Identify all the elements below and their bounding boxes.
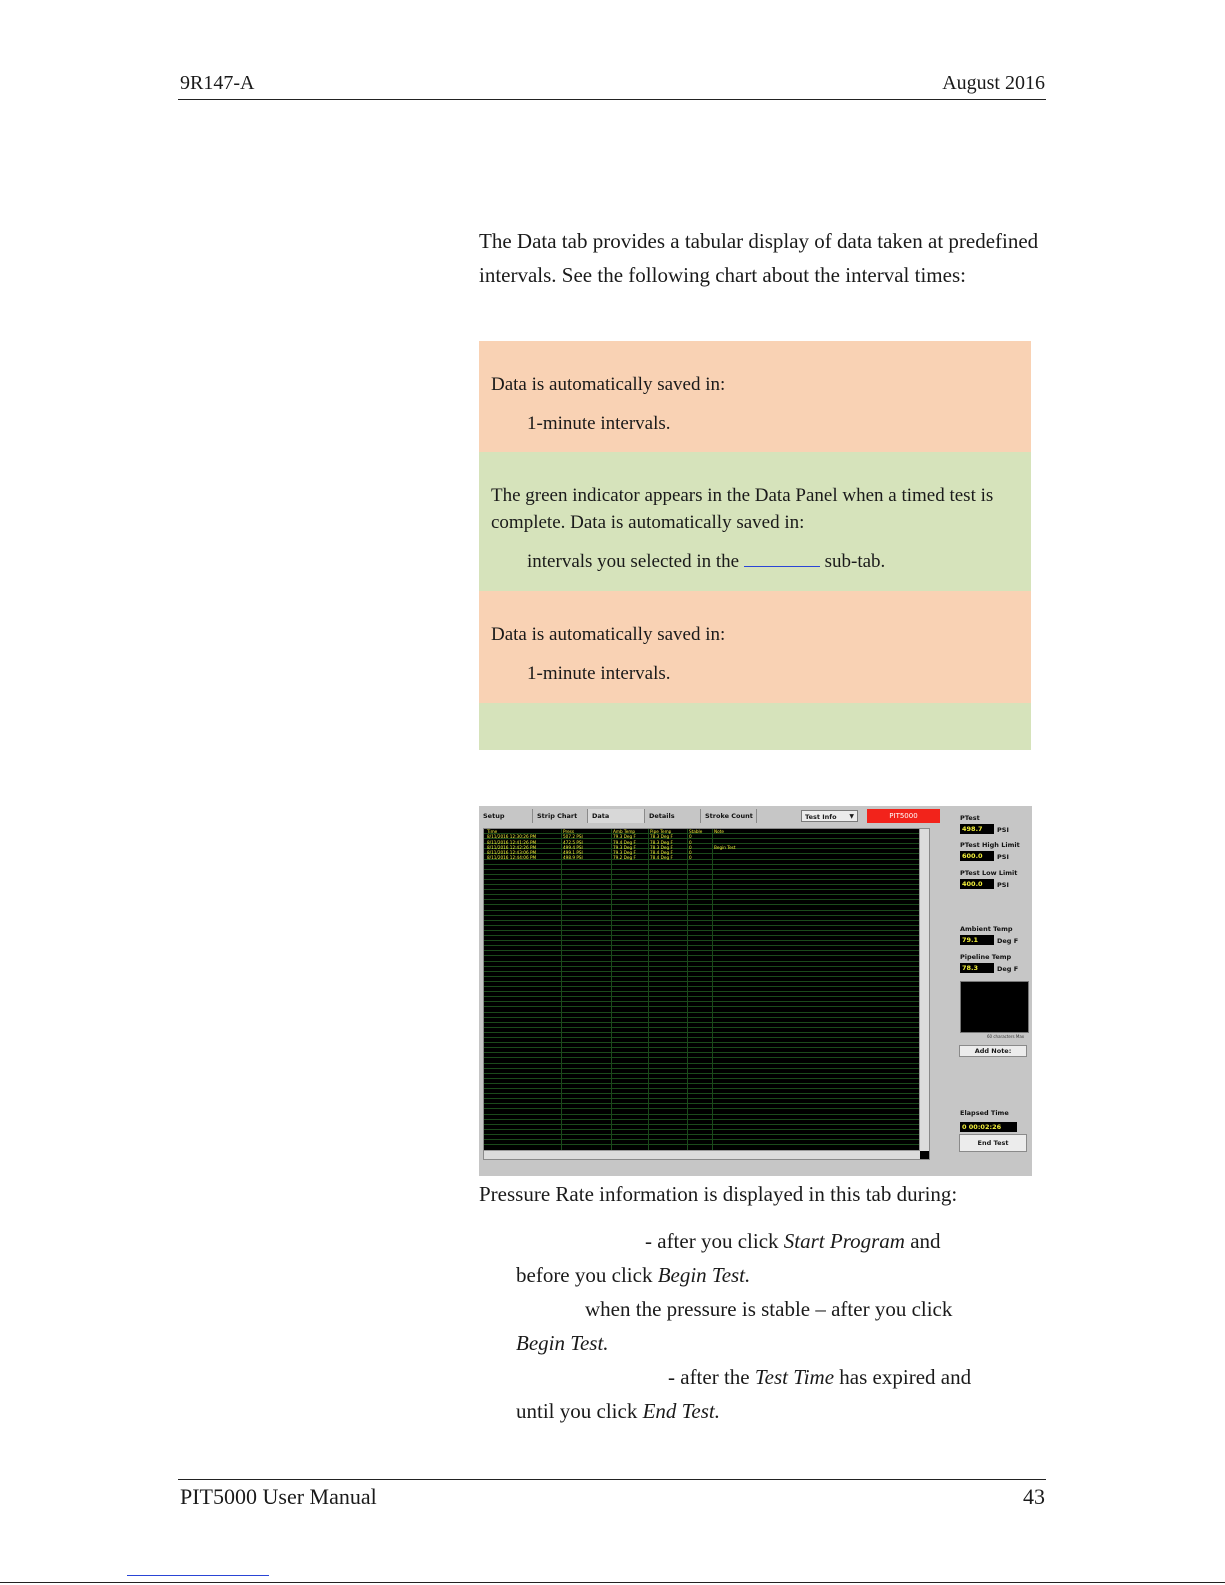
grid-col-divider: [712, 829, 713, 1151]
note-input[interactable]: [960, 981, 1029, 1033]
table-cell: 507.2 PSI: [563, 834, 583, 840]
document-date: August 2016: [942, 72, 1045, 94]
ptest-low-label: PTest Low Limit: [960, 869, 1018, 877]
bullet-2-line-2: [516, 1326, 609, 1360]
pipeline-temp-label: Pipeline Temp: [960, 953, 1012, 961]
ambient-temp-value: 79.1: [960, 935, 994, 945]
ptest-label: PTest: [960, 814, 980, 822]
interval-row-1-text: Data is automatically saved in:: [491, 374, 726, 395]
table-header-cell: Press: [563, 829, 575, 835]
end-test-button[interactable]: End Test: [959, 1134, 1027, 1152]
bullet-3-text: - after the: [668, 1365, 755, 1389]
intro-paragraph: The Data tab provides a tabular display of data taken at predefined intervals. See the following chart about the interval times:: [479, 229, 1039, 287]
table-cell: 0: [689, 844, 692, 850]
table-cell: 79.3 Deg F: [613, 844, 636, 850]
table-cell: 499.4 PSI: [563, 844, 583, 850]
ambient-temp-unit: Deg F: [997, 937, 1019, 945]
bullet-3-cont: until you click: [516, 1399, 643, 1423]
table-cell: 8/11/2016 12:30:26 PM: [487, 834, 537, 840]
table-cell: 8/11/2016 12:43:06 PM: [487, 849, 537, 855]
bullet-3-mid: has expired and: [834, 1365, 972, 1389]
table-cell: 0: [689, 854, 692, 860]
interval-row-4: [479, 703, 1031, 750]
table-cell: 8/11/2016 12:44:06 PM: [487, 854, 537, 860]
grid-col-divider: [648, 829, 649, 1151]
ptest-high-value[interactable]: 600.0: [960, 851, 994, 861]
tab-stroke-count[interactable]: Stroke Count: [701, 809, 757, 823]
table-cell: 78.3 Deg F: [650, 839, 673, 845]
note-char-limit: 60 characters Max: [987, 1034, 1025, 1039]
interval-row-3: [479, 591, 1031, 703]
bullet-1-cont: before you click: [516, 1263, 658, 1287]
interval-row-2: [479, 452, 1031, 591]
ptest-low-unit: PSI: [997, 881, 1009, 889]
bullet-1-em-1: Start Program: [783, 1229, 905, 1253]
table-cell: Begin Test: [714, 844, 736, 850]
bullet-1-line-2: [516, 1258, 750, 1292]
manual-title: PIT5000 User Manual: [180, 1484, 377, 1509]
grid-col-divider: [687, 829, 688, 1151]
bullet-1-line-1: [645, 1224, 941, 1258]
tab-strip-chart[interactable]: Strip Chart: [533, 809, 588, 823]
page-bottom-rule: [0, 1582, 1225, 1583]
table-cell: 79.3 Deg F: [613, 834, 636, 840]
table-cell: 79.3 Deg F: [613, 849, 636, 855]
device-status-button[interactable]: PIT5000: [867, 809, 940, 823]
data-grid: [483, 828, 930, 1160]
page-number: 43: [1023, 1484, 1045, 1509]
tab-details[interactable]: Details: [645, 809, 701, 823]
bullet-1-em-2: Begin Test.: [657, 1263, 751, 1287]
interval-row-3-text: Data is automatically saved in:: [491, 624, 726, 645]
interval-row-3-detail: 1-minute intervals.: [527, 663, 671, 684]
table-cell: 8/11/2016 12:41:26 PM: [487, 839, 537, 845]
ptest-value: 498.7: [960, 824, 994, 834]
interval-row-2-text: The green indicator appears in the Data Panel when a timed test is complete. Data is automatically saved in:: [491, 485, 994, 533]
table-cell: 78.3 Deg F: [650, 834, 673, 840]
bullet-3-em-2: End Test.: [642, 1399, 720, 1423]
table-cell: 78.4 Deg F: [650, 854, 673, 860]
document-id: 9R147-A: [180, 72, 255, 94]
bullet-2-em: Begin Test.: [516, 1331, 609, 1355]
subtab-link[interactable]: [744, 552, 820, 567]
header-divider: [178, 99, 1046, 100]
elapsed-time-value: 0 00:02:26: [960, 1122, 1017, 1132]
table-cell: 0: [689, 834, 692, 840]
tab-data[interactable]: Data: [588, 809, 645, 823]
footnote-link-rule: [127, 1575, 269, 1576]
bullet-2-line-1: when the pressure is stable – after you click: [585, 1297, 953, 1321]
test-info-dropdown[interactable]: [801, 810, 858, 822]
pipeline-temp-unit: Deg F: [997, 965, 1019, 973]
pipeline-temp-value: 78.3: [960, 963, 994, 973]
table-cell: 78.4 Deg F: [650, 849, 673, 855]
table-cell: 8/11/2016 12:42:26 PM: [487, 844, 537, 850]
ptest-high-unit: PSI: [997, 853, 1009, 861]
table-header-cell: Stable: [689, 829, 703, 835]
test-info-dropdown-label: Test Info: [805, 813, 837, 821]
ptest-unit: PSI: [997, 826, 1009, 834]
bullet-3-em-1: Test Time: [754, 1365, 835, 1389]
grid-col-divider: [611, 829, 612, 1151]
table-cell: 0: [689, 849, 692, 855]
vertical-scrollbar[interactable]: [919, 829, 929, 1151]
table-header-cell: Amb Temp: [613, 829, 636, 835]
table-cell: 499.1 PSI: [563, 849, 583, 855]
chevron-down-icon: ▼: [849, 813, 854, 820]
bullet-1-text: - after you click: [645, 1229, 784, 1253]
interval-row-2-detail: [527, 548, 1017, 575]
bullet-1-mid: and: [904, 1229, 941, 1253]
ambient-temp-label: Ambient Temp: [960, 925, 1013, 933]
table-cell: 79.2 Deg F: [613, 854, 636, 860]
table-cell: 472.5 PSI: [563, 839, 583, 845]
table-row: [484, 1140, 919, 1145]
grid-col-divider: [561, 829, 562, 1151]
elapsed-time-label: Elapsed Time: [960, 1109, 1009, 1117]
table-header-cell: Time: [487, 829, 498, 835]
interval-row-2-detail-start: intervals you selected in the: [527, 551, 740, 572]
table-header-cell: Note: [714, 829, 724, 835]
table-cell: 0: [689, 839, 692, 845]
table-cell: 78.3 Deg F: [650, 844, 673, 850]
bullet-3-line-1: [668, 1360, 971, 1394]
table-header-cell: Pipe Temp: [650, 829, 672, 835]
table-cell: 498.9 PSI: [563, 854, 583, 860]
interval-row-2-detail-end: sub-tab.: [824, 551, 886, 572]
ptest-low-value[interactable]: 400.0: [960, 879, 994, 889]
horizontal-scrollbar[interactable]: [484, 1150, 920, 1159]
add-note-button[interactable]: Add Note:: [959, 1045, 1027, 1057]
interval-row-1: [479, 341, 1031, 452]
data-tab-screenshot: [479, 806, 1032, 1176]
interval-row-1-detail: 1-minute intervals.: [527, 413, 671, 434]
footer-divider: [178, 1479, 1046, 1480]
table-cell: 79.4 Deg F: [613, 839, 636, 845]
tab-setup[interactable]: Setup: [479, 809, 533, 823]
ptest-high-label: PTest High Limit: [960, 841, 1020, 849]
pressure-rate-paragraph: Pressure Rate information is displayed in this tab during:: [479, 1182, 958, 1206]
bullet-3-line-2: [516, 1394, 720, 1428]
